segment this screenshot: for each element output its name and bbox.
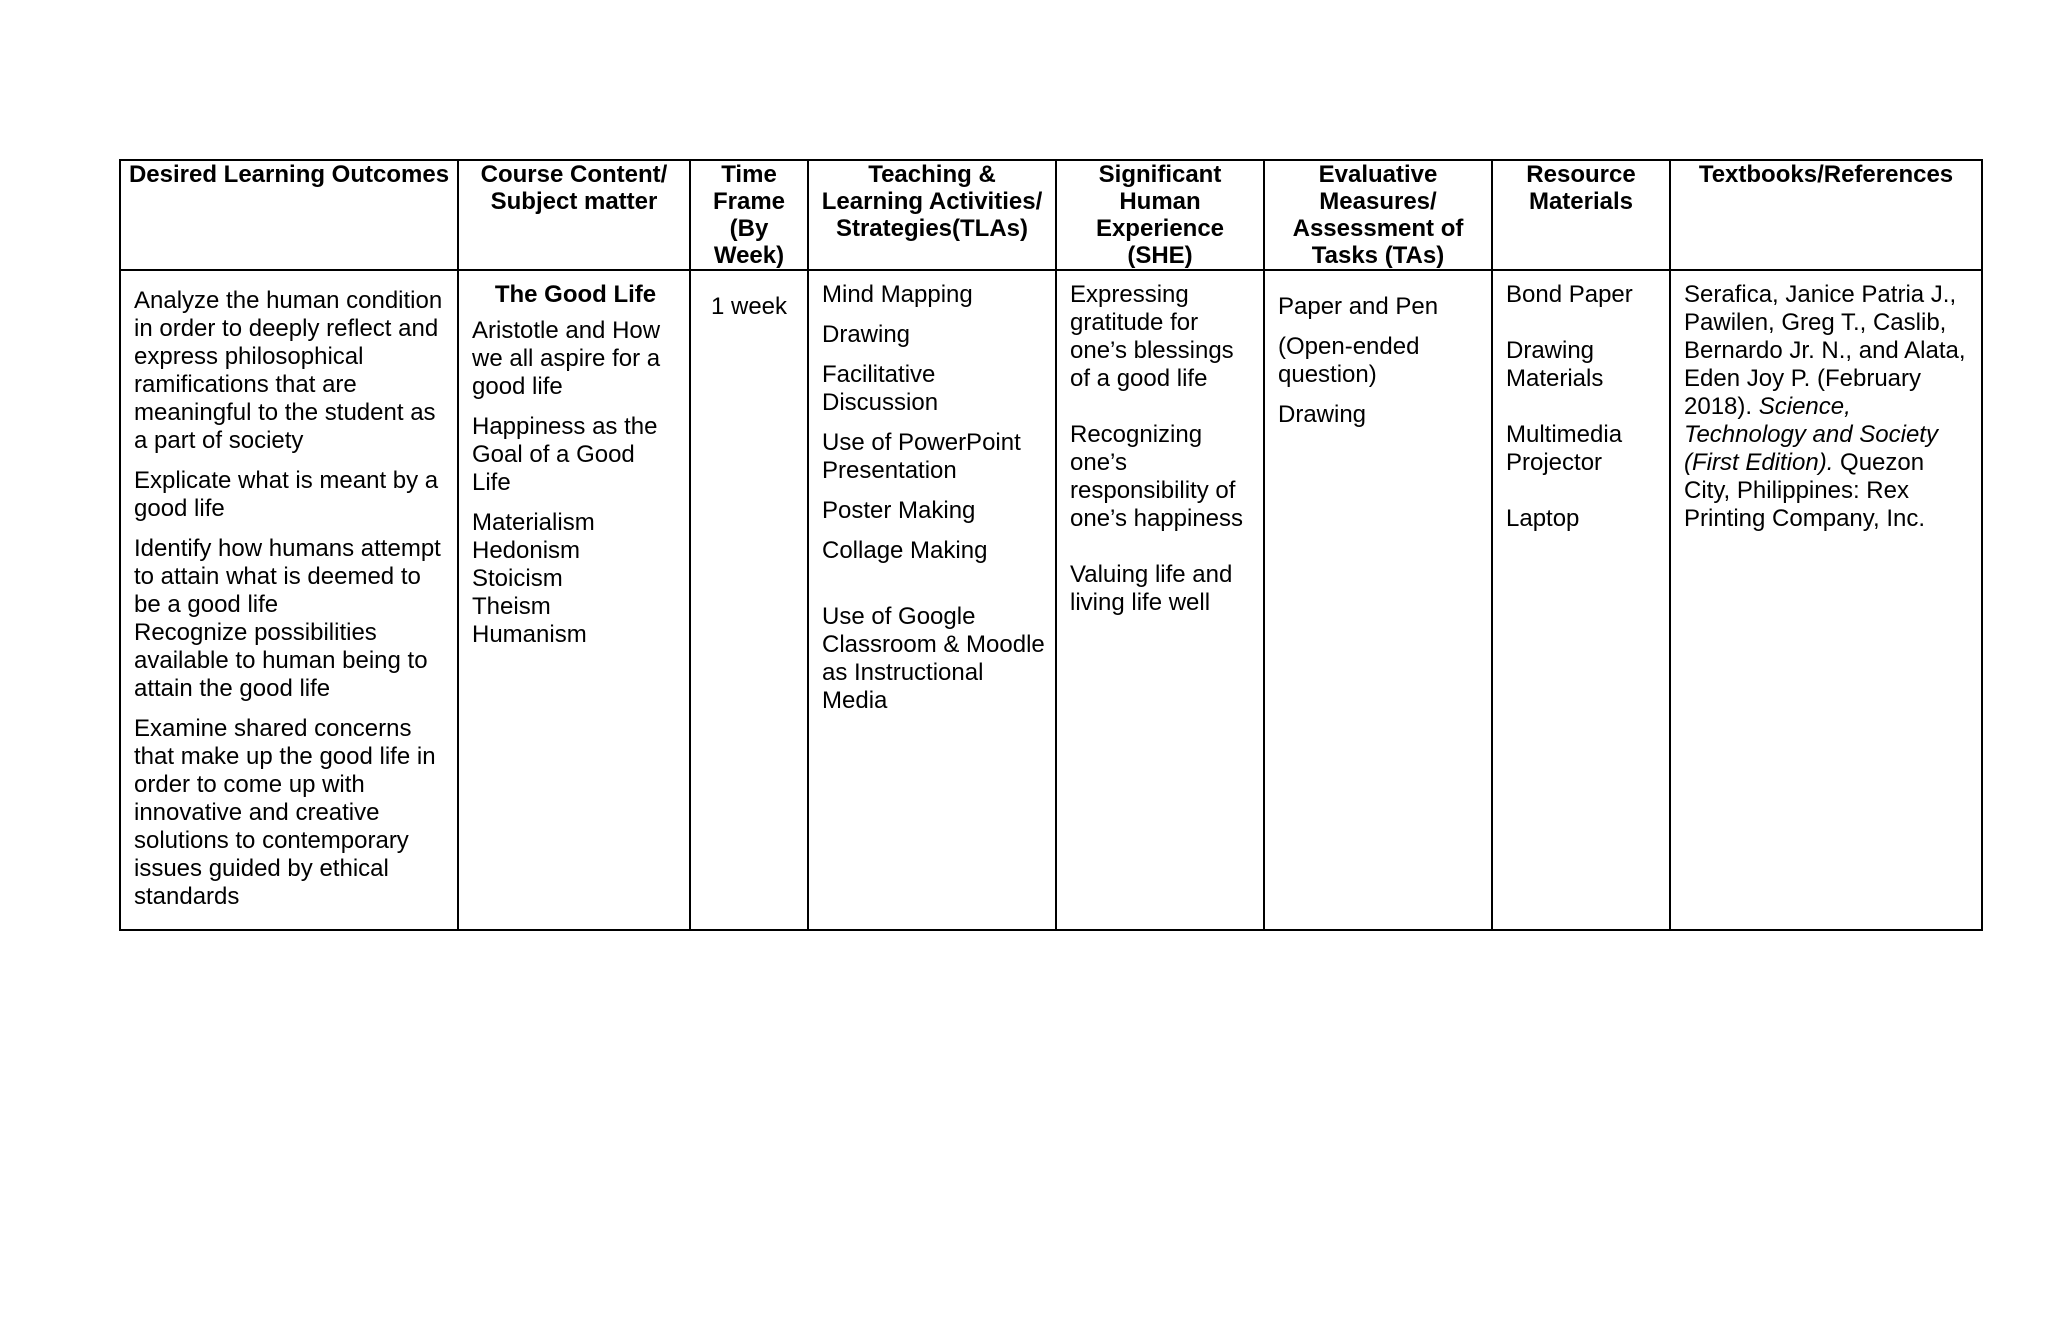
- header-content: Course Content/ Subject matter: [458, 160, 690, 270]
- content-list-item: Materialism: [472, 509, 595, 536]
- outcome-item: Identify how humans attempt to attain what is deemed to be a good life: [134, 535, 441, 618]
- assessment-item: (Open-ended question): [1278, 333, 1420, 388]
- activity-item: Use of Google Classroom & Moodle as Instructional Media: [822, 603, 1045, 714]
- assessment-cell: [1264, 270, 1492, 930]
- she-item: Valuing life and living life well: [1070, 561, 1233, 616]
- resources-cell: [1492, 270, 1670, 930]
- reference-authors: Serafica, Janice Patria J., Pawilen, Greg T., Caslib, Bernardo Jr. N., and Alata, Eden Joy P. (February 2018).: [1684, 281, 1966, 420]
- outcome-item: Recognize possibilities available to human being to attain the good life: [134, 619, 428, 702]
- content-item: Aristotle and How we all aspire for a good life: [472, 317, 661, 400]
- activity-item: Mind Mapping: [822, 281, 973, 308]
- reference-publisher: Quezon City, Philippines: Rex Printing Company, Inc.: [1684, 449, 1925, 532]
- she-cell: [1056, 270, 1264, 930]
- resource-item: Laptop: [1506, 505, 1580, 532]
- outcome-item: Explicate what is meant by a good life: [134, 467, 439, 522]
- reference-book-title: Science, Technology and Society (First Edition).: [1684, 393, 1938, 476]
- header-outcomes: Desired Learning Outcomes: [120, 160, 458, 270]
- header-row: [120, 160, 1982, 270]
- activity-item: Drawing: [822, 321, 911, 348]
- content-list-item: Theism: [472, 593, 551, 620]
- content-cell: [458, 270, 690, 930]
- time-frame-cell: [690, 270, 808, 930]
- activity-item: Poster Making: [822, 497, 976, 524]
- syllabus-table: [119, 159, 1983, 931]
- assessment-item: Drawing: [1278, 401, 1367, 428]
- activity-item: Collage Making: [822, 537, 988, 564]
- outcome-item: Examine shared concerns that make up the good life in order to come up with innovative and creative solutions to contemporary issues guided by ethical standards: [134, 715, 436, 910]
- time-frame-value: 1 week: [710, 293, 788, 320]
- outcome-item: Analyze the human condition in order to deeply reflect and express philosophical ramifications that are meaningful to the student as a part of society: [134, 287, 443, 454]
- header-time-frame: Time Frame (By Week): [690, 160, 808, 270]
- header-activities: Teaching & Learning Activities/ Strategies(TLAs): [808, 160, 1056, 270]
- references-cell: [1670, 270, 1982, 930]
- activity-item: Facilitative Discussion: [822, 361, 939, 416]
- she-item: Recognizing one’s responsibility of one’s happiness: [1070, 421, 1244, 532]
- content-title: The Good Life: [494, 281, 657, 308]
- resource-item: Bond Paper: [1506, 281, 1633, 308]
- content-list-item: Stoicism: [472, 565, 563, 592]
- content-list-item: Humanism: [472, 621, 587, 648]
- header-assessment: Evaluative Measures/ Assessment of Tasks (TAs): [1264, 160, 1492, 270]
- she-item: Expressing gratitude for one’s blessings of a good life: [1070, 281, 1234, 392]
- resource-item: Drawing Materials: [1506, 337, 1604, 392]
- outcomes-cell: [120, 270, 458, 930]
- content-item: Happiness as the Goal of a Good Life: [472, 413, 658, 496]
- header-she: Significant Human Experience (SHE): [1056, 160, 1264, 270]
- activity-item: Use of PowerPoint Presentation: [822, 429, 1021, 484]
- header-resources: Resource Materials: [1492, 160, 1670, 270]
- reference-entry: [1684, 281, 1971, 533]
- header-references: Textbooks/References: [1670, 160, 1982, 270]
- table-row: [120, 270, 1982, 930]
- activities-cell: [808, 270, 1056, 930]
- content-list-item: Hedonism: [472, 537, 581, 564]
- assessment-item: Paper and Pen: [1278, 293, 1439, 320]
- resource-item: Multimedia Projector: [1506, 421, 1623, 476]
